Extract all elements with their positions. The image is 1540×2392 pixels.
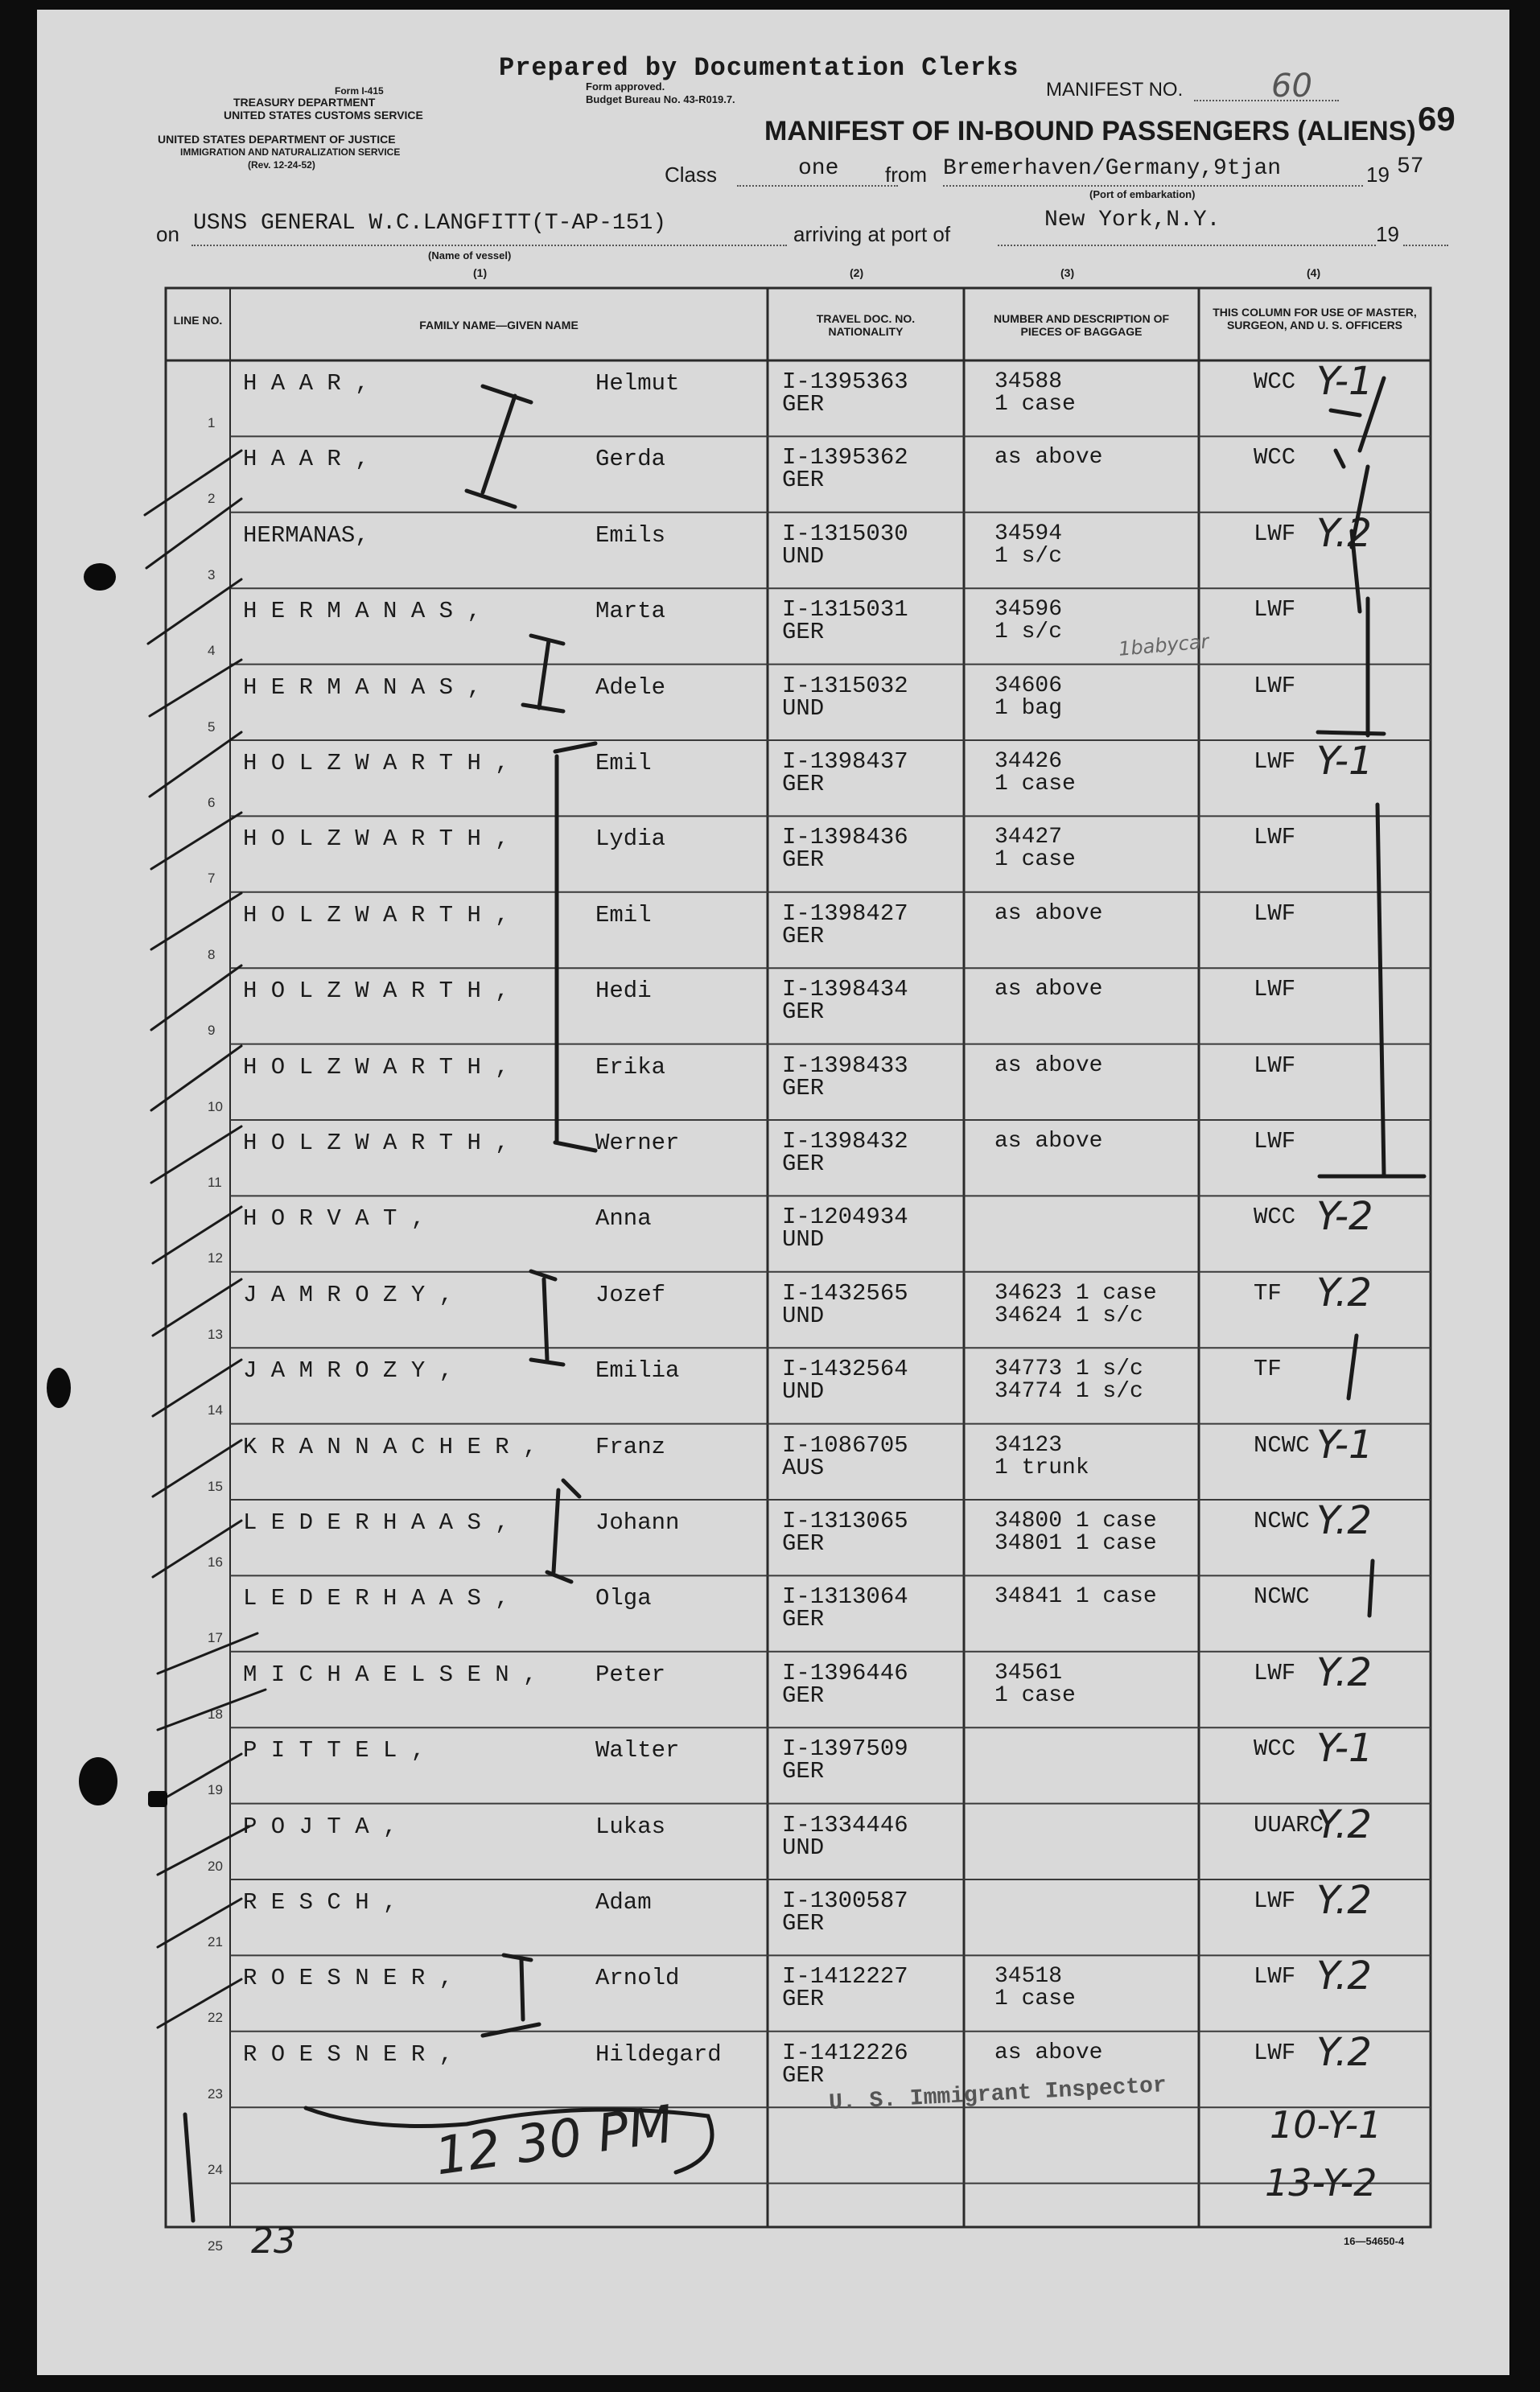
nationality: UND: [782, 542, 825, 570]
agency-code: LWF: [1254, 900, 1296, 927]
agency-code: LWF: [1254, 672, 1296, 699]
manifest-no-label: MANIFEST NO.: [1046, 79, 1184, 101]
passenger-row: [166, 1575, 1431, 1651]
passenger-row: [166, 1649, 1431, 1727]
babycar-note: 1babycar: [1117, 630, 1210, 661]
port-caption: (Port of embarkation): [1089, 188, 1196, 200]
agency-code: LWF: [1254, 1888, 1296, 1914]
col-num-1: (1): [473, 266, 488, 279]
agency-code: LWF: [1254, 976, 1296, 1003]
given-name: Arnold: [595, 1965, 680, 1992]
given-name: Helmut: [595, 370, 680, 397]
officer-mark: Y.2: [1316, 1649, 1372, 1695]
family-name: R O E S N E R ,: [243, 2040, 454, 2068]
family-name: J A M R O Z Y ,: [243, 1357, 454, 1385]
baggage-line-1: 34773 1 s/c: [994, 1357, 1143, 1382]
given-name: Lukas: [595, 1813, 666, 1840]
col-num-4: (4): [1307, 266, 1321, 279]
agency-code: LWF: [1254, 824, 1296, 851]
line-number: 7: [208, 871, 216, 887]
agency-code: TF: [1254, 1356, 1282, 1383]
passenger-row: [166, 510, 1431, 588]
family-name: HERMANAS,: [243, 521, 369, 549]
form-approved: Form approved.: [586, 80, 665, 93]
summary-line-1: 10-Y-1: [1270, 2103, 1382, 2147]
nationality: GER: [782, 1151, 825, 1177]
family-name: P I T T E L ,: [243, 1737, 426, 1764]
family-name: H O L Z W A R T H ,: [243, 1053, 509, 1081]
agency-code: WCC: [1254, 444, 1296, 471]
line-number: 6: [208, 795, 216, 810]
family-name: L E D E R H A A S ,: [243, 1509, 509, 1536]
travel-doc-number: I-1315030: [782, 520, 908, 547]
travel-doc-number: I-1395362: [782, 444, 908, 471]
passenger-row: [166, 1727, 1431, 1803]
line-number: 1: [208, 415, 216, 430]
baggage-line-1: 34596: [994, 597, 1063, 623]
line-number: 20: [208, 1858, 223, 1874]
baggage-line-2: 1 s/c: [994, 620, 1063, 645]
agency-code: NCWC: [1254, 1583, 1310, 1611]
travel-doc-number: I-1300587: [782, 1888, 908, 1914]
line-number: 19: [208, 1782, 223, 1798]
agency-code: LWF: [1254, 1659, 1296, 1686]
travel-doc-number: I-1398427: [782, 900, 908, 927]
officer-mark: Y.2: [1316, 1878, 1372, 1923]
header-family-given-name: FAMILY NAME—GIVEN NAME: [419, 319, 579, 331]
agency-code: WCC: [1254, 1735, 1296, 1763]
family-name: H O L Z W A R T H ,: [243, 750, 509, 776]
travel-doc-number: I-1395363: [782, 368, 908, 395]
ink-blot-3: [79, 1757, 117, 1805]
arrival-port-line: [998, 208, 1376, 246]
travel-doc-number: I-1398432: [782, 1128, 908, 1155]
officer-mark: Y.2: [1316, 2029, 1372, 2075]
baggage-line-2: 1 case: [994, 1682, 1076, 1708]
nationality: GER: [782, 1910, 825, 1937]
treasury-dept: TREASURY DEPARTMENT: [233, 96, 376, 109]
passenger-row: [166, 1424, 1431, 1500]
family-name: L E D E R H A A S ,: [243, 1585, 509, 1612]
agency-code: NCWC: [1254, 1431, 1310, 1459]
line-number: 24: [208, 2162, 223, 2178]
baggage-line-1: as above: [994, 445, 1103, 471]
nationality: GER: [782, 619, 825, 646]
year-prefix: 19: [1366, 163, 1390, 187]
given-name: Johann: [595, 1509, 680, 1536]
header-officers-column: THIS COLUMN FOR USE OF MASTER, SURGEON, AND U. S. OFFICERS: [1213, 306, 1417, 331]
family-name: H O L Z W A R T H ,: [243, 901, 509, 928]
given-name: Peter: [595, 1661, 666, 1688]
baggage-line-1: as above: [994, 1129, 1103, 1154]
given-name: Olga: [595, 1585, 652, 1612]
travel-doc-number: I-1398436: [782, 824, 908, 851]
agency-code: WCC: [1254, 368, 1296, 395]
baggage-line-1: as above: [994, 2040, 1103, 2065]
nationality: UND: [782, 1226, 825, 1254]
officer-mark: Y.2: [1316, 1270, 1372, 1315]
family-name: H A A R ,: [243, 446, 369, 473]
customs-service: UNITED STATES CUSTOMS SERVICE: [224, 109, 423, 121]
line-number: 2: [208, 491, 216, 507]
passenger-row: [166, 1272, 1431, 1348]
given-name: Lydia: [595, 825, 666, 853]
manifest-no-line: [1194, 68, 1339, 105]
baggage-line-1: 34426: [994, 749, 1063, 774]
arrival-port-value: New York,N.Y.: [1044, 208, 1221, 233]
nationality: GER: [782, 922, 825, 949]
baggage-line-1: 34623 1 case: [994, 1280, 1157, 1306]
family-name: R E S C H ,: [243, 1889, 397, 1916]
family-name: H E R M A N A S ,: [243, 598, 481, 625]
baggage-line-1: 34123: [994, 1432, 1063, 1458]
travel-doc-number: I-1432564: [782, 1356, 908, 1383]
officer-mark: Y-2: [1316, 1194, 1373, 1240]
line-number: 18: [208, 1706, 223, 1722]
passenger-row: [166, 1044, 1431, 1120]
travel-doc-number: I-1334446: [782, 1811, 908, 1838]
baggage-line-2: 34774 1 s/c: [994, 1379, 1143, 1405]
given-name: Adele: [595, 673, 666, 701]
given-name: Gerda: [595, 446, 666, 473]
travel-doc-number: I-1397509: [782, 1735, 908, 1763]
baggage-line-2: 34624 1 s/c: [994, 1303, 1143, 1328]
given-name: Erika: [595, 1053, 666, 1081]
passenger-row: [166, 1879, 1431, 1955]
travel-doc-number: I-1313065: [782, 1508, 908, 1534]
col-num-3: (3): [1060, 266, 1075, 279]
family-name: H O L Z W A R T H ,: [243, 1130, 509, 1156]
passenger-row: [166, 1348, 1431, 1423]
passenger-row: [166, 665, 1431, 740]
manifest-no-value: 60: [1271, 68, 1312, 105]
nationality: AUS: [782, 1454, 825, 1481]
passenger-row: [166, 816, 1431, 891]
baggage-line-1: 34518: [994, 1964, 1063, 1990]
ink-blot-4: [148, 1791, 167, 1807]
form-number: Form I-415: [335, 85, 384, 97]
baggage-line-2: 1 bag: [994, 695, 1063, 721]
travel-doc-number: I-1396446: [782, 1659, 908, 1686]
baggage-line-2: 1 case: [994, 392, 1076, 417]
baggage-line-2: 34801 1 case: [994, 1531, 1157, 1556]
family-name: H E R M A N A S ,: [243, 673, 481, 701]
col-num-2: (2): [850, 266, 864, 279]
nationality: GER: [782, 2061, 825, 2089]
header-line-no: LINE NO.: [173, 314, 223, 327]
baggage-line-2: 1 case: [994, 1986, 1076, 2012]
travel-doc-number: I-1313064: [782, 1583, 908, 1611]
nationality: UND: [782, 1834, 825, 1861]
family-name: H O L Z W A R T H ,: [243, 978, 509, 1005]
agency-code: WCC: [1254, 1204, 1296, 1231]
passenger-row: [166, 968, 1431, 1044]
passenger-row: [166, 2029, 1431, 2107]
baggage-line-2: 1 s/c: [994, 543, 1063, 569]
passenger-row: [166, 1120, 1431, 1196]
passenger-row: [166, 740, 1431, 816]
baggage-line-1: 34841 1 case: [994, 1584, 1157, 1610]
line-number: 12: [208, 1250, 223, 1266]
travel-doc-number: I-1398433: [782, 1052, 908, 1079]
family-name: H A A R ,: [243, 370, 369, 397]
agency-code: LWF: [1254, 520, 1296, 547]
nationality: GER: [782, 391, 825, 418]
line-number: 5: [208, 718, 216, 735]
baggage-line-1: 34594: [994, 521, 1063, 546]
line-number: 14: [208, 1402, 223, 1418]
summary-line-2: 13-Y-2: [1265, 2161, 1377, 2205]
agency-code: UUARC: [1254, 1811, 1324, 1838]
officer-mark: Y.2: [1316, 1801, 1372, 1847]
line-number: 8: [208, 946, 216, 962]
travel-doc-number: I-1398437: [782, 748, 908, 775]
agency-code: LWF: [1254, 596, 1296, 624]
family-name: M I C H A E L S E N ,: [243, 1661, 537, 1688]
line-number: 25: [208, 2238, 223, 2254]
passenger-row: [166, 360, 1431, 436]
passenger-row: [166, 436, 1431, 512]
page-number: 69: [1418, 100, 1456, 138]
given-name: Jozef: [595, 1281, 666, 1308]
prepared-by-note: Prepared by Documentation Clerks: [499, 53, 1019, 83]
line-number: 22: [208, 2010, 223, 2026]
class-value: one: [798, 156, 839, 181]
baggage-line-1: 34561: [994, 1660, 1063, 1686]
nationality: GER: [782, 1682, 825, 1709]
form-code: 16—54650-4: [1344, 2235, 1405, 2247]
given-name: Werner: [595, 1130, 680, 1156]
inspector-stamp: U. S. Immigrant Inspector: [828, 2073, 1167, 2116]
ink-blot-2: [47, 1368, 71, 1408]
travel-doc-number: I-1412227: [782, 1963, 908, 1991]
travel-doc-number: I-1432565: [782, 1279, 908, 1307]
family-name: P O J T A ,: [243, 1813, 397, 1840]
header-baggage: NUMBER AND DESCRIPTION OF PIECES OF BAGGAGE: [993, 312, 1170, 338]
baggage-line-1: 34427: [994, 825, 1063, 850]
passenger-row: [166, 1196, 1431, 1271]
line-number: 4: [208, 643, 216, 659]
count-note: 23: [251, 2221, 296, 2262]
baggage-line-1: as above: [994, 977, 1103, 1002]
given-name: Emils: [595, 521, 666, 549]
given-name: Walter: [595, 1737, 680, 1764]
nationality: GER: [782, 1074, 825, 1101]
vessel-caption: (Name of vessel): [428, 249, 512, 261]
baggage-line-1: 34800 1 case: [994, 1509, 1157, 1534]
given-name: Anna: [595, 1205, 652, 1233]
agency-code: LWF: [1254, 2039, 1296, 2066]
header-travel-doc: TRAVEL DOC. NO. NATIONALITY: [816, 312, 916, 338]
agency-code: LWF: [1254, 1052, 1296, 1079]
from-value: Bremerhaven/Germany,9tjan: [943, 156, 1282, 181]
agency-code: TF: [1254, 1279, 1282, 1307]
officer-mark: Y.2: [1316, 1954, 1372, 1999]
officer-mark: Y-1: [1316, 359, 1373, 404]
passenger-row: [166, 892, 1431, 968]
ins-service: IMMIGRATION AND NATURALIZATION SERVICE: [180, 146, 401, 158]
year-suffix: 57: [1397, 154, 1424, 179]
family-name: K R A N N A C H E R ,: [243, 1433, 537, 1460]
baggage-line-1: as above: [994, 900, 1103, 926]
baggage-line-1: 34606: [994, 673, 1063, 698]
line-number: 10: [208, 1098, 223, 1114]
line-number: 9: [208, 1023, 216, 1039]
line-number: 11: [208, 1175, 222, 1190]
family-name: J A M R O Z Y ,: [243, 1281, 454, 1308]
nationality: GER: [782, 998, 825, 1026]
given-name: Emilia: [595, 1357, 680, 1385]
line-number: 23: [208, 2085, 223, 2102]
passenger-row: [166, 1801, 1431, 1879]
nationality: GER: [782, 771, 825, 797]
arrival-year-prefix: 19: [1376, 222, 1399, 246]
baggage-line-2: 1 case: [994, 847, 1076, 873]
passenger-row: [166, 2107, 1431, 2183]
agency-code: LWF: [1254, 1963, 1296, 1991]
arrival-year-line: [1403, 219, 1448, 246]
nationality: GER: [782, 846, 825, 874]
budget-bureau: Budget Bureau No. 43-R019.7.: [586, 93, 735, 105]
travel-doc-number: I-1398434: [782, 976, 908, 1003]
travel-doc-number: I-1086705: [782, 1431, 908, 1459]
class-line: [737, 156, 898, 187]
officer-mark: Y-1: [1316, 1422, 1373, 1468]
officer-mark: Y.2: [1316, 510, 1372, 556]
time-note: 12 30 PM: [431, 2094, 677, 2188]
line-number: 13: [208, 1326, 223, 1342]
arriving-label: arriving at port of: [793, 222, 951, 246]
family-name: H O L Z W A R T H ,: [243, 825, 509, 853]
line-number: 17: [208, 1630, 223, 1646]
family-name: R O E S N E R ,: [243, 1965, 454, 1992]
nationality: UND: [782, 694, 825, 722]
baggage-line-2: 1 trunk: [994, 1455, 1089, 1480]
rev-date: (Rev. 12-24-52): [248, 159, 315, 171]
travel-doc-number: I-1204934: [782, 1204, 908, 1231]
manifest-title: MANIFEST OF IN-BOUND PASSENGERS (ALIENS): [764, 116, 1416, 146]
agency-code: LWF: [1254, 1128, 1296, 1155]
nationality: GER: [782, 467, 825, 494]
given-name: Franz: [595, 1433, 666, 1460]
line-number: 3: [208, 566, 216, 583]
agency-code: LWF: [1254, 748, 1296, 775]
officer-mark: Y-1: [1316, 1726, 1373, 1772]
family-name: H O R V A T ,: [243, 1205, 426, 1233]
given-name: Marta: [595, 598, 666, 625]
officer-mark: Y.2: [1316, 1498, 1372, 1543]
nationality: GER: [782, 1986, 825, 2013]
from-label: from: [885, 163, 927, 187]
vessel-value: USNS GENERAL W.C.LANGFITT(T-AP-151): [193, 211, 667, 236]
dept-of-justice: UNITED STATES DEPARTMENT OF JUSTICE: [158, 133, 396, 146]
given-name: Hedi: [595, 978, 652, 1005]
travel-doc-number: I-1315032: [782, 672, 908, 699]
passenger-row: [166, 1955, 1431, 2031]
travel-doc-number: I-1315031: [782, 596, 908, 624]
agency-code: NCWC: [1254, 1508, 1310, 1534]
baggage-line-1: 34588: [994, 369, 1063, 394]
officer-mark: Y-1: [1316, 739, 1373, 784]
line-number: 16: [208, 1554, 223, 1570]
given-name: Adam: [595, 1889, 652, 1916]
from-line: [943, 156, 1363, 187]
nationality: GER: [782, 1530, 825, 1557]
on-label: on: [156, 222, 179, 246]
baggage-line-1: as above: [994, 1052, 1103, 1078]
line-number: 15: [208, 1478, 223, 1494]
given-name: Hildegard: [595, 2040, 722, 2068]
line-number: 21: [208, 1934, 223, 1949]
nationality: UND: [782, 1378, 825, 1406]
travel-doc-number: I-1412226: [782, 2039, 908, 2066]
passenger-row: [166, 588, 1431, 664]
given-name: Emil: [595, 901, 652, 928]
given-name: Emil: [595, 750, 652, 776]
nationality: UND: [782, 1302, 825, 1329]
vessel-line: [191, 211, 787, 246]
passenger-row: [166, 2184, 1431, 2259]
ink-blot-1: [84, 563, 116, 591]
nationality: GER: [782, 1758, 825, 1785]
baggage-line-2: 1 case: [994, 772, 1076, 797]
passenger-row: [166, 1500, 1431, 1575]
class-label: Class: [665, 163, 718, 187]
nationality: GER: [782, 1606, 825, 1633]
